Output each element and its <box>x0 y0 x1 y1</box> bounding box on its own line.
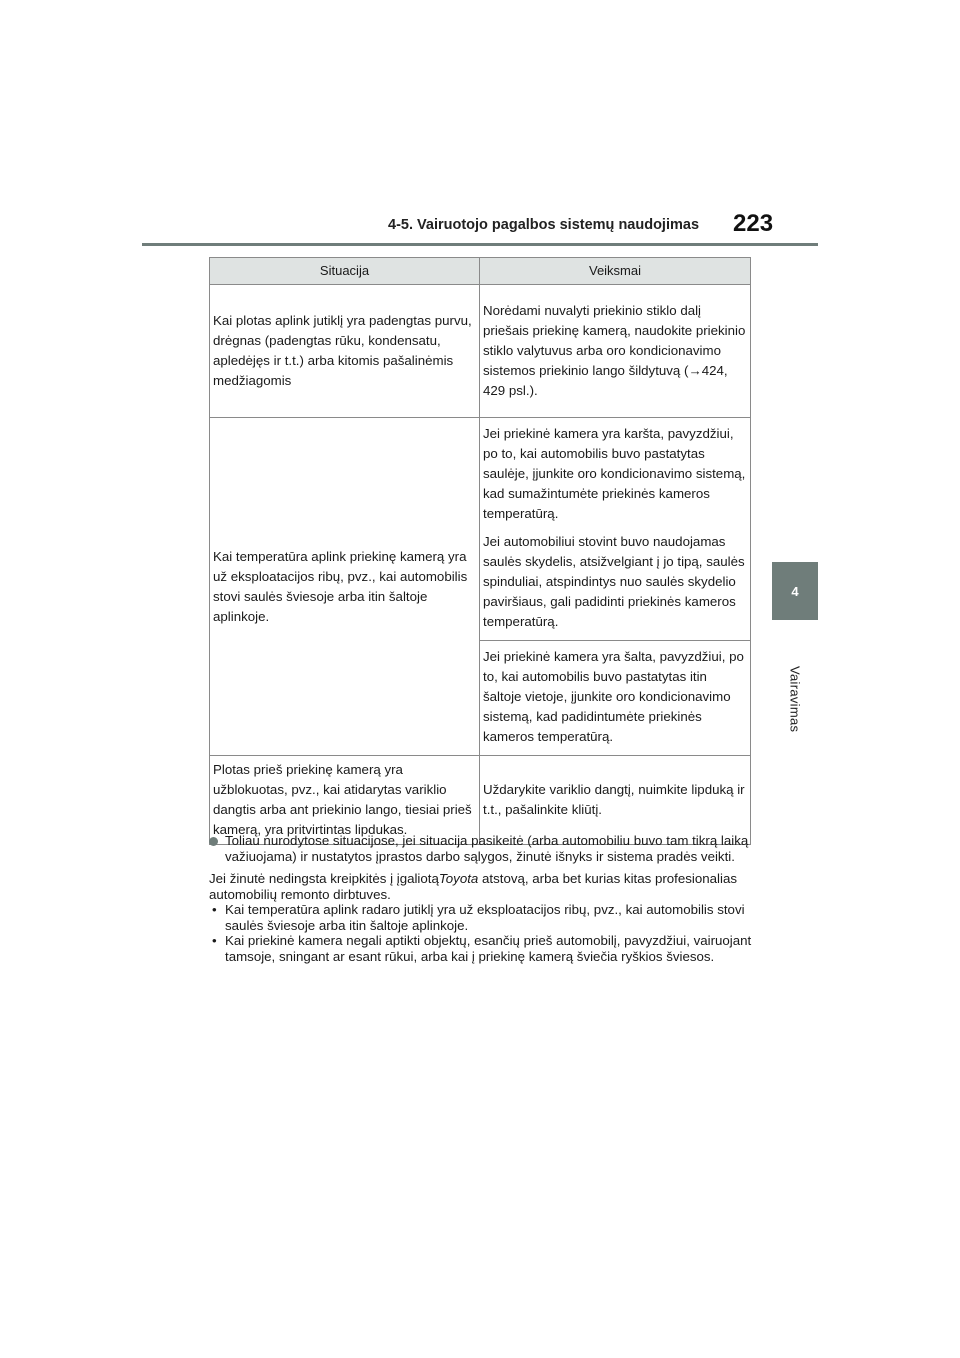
note-paragraph-text-end: atstovą, arba bet kurias kitas profesionalias automobilių remonto dirbtuves. <box>209 871 737 902</box>
brand-name: Toyota <box>438 871 479 886</box>
table-row <box>210 285 751 418</box>
list-bullet: • <box>212 902 217 917</box>
action-text: Uždarykite variklio dangtį, nuimkite lipduką ir t.t., pašalinkite kliūtį. <box>483 782 745 817</box>
list-item <box>209 933 754 964</box>
action-text: Norėdami nuvalyti priekinio stiklo dalį priešais priekinę kamerą, naudokite priekinio stiklo valytuvus arba oro kondicionavimo sistemos priekinio lango šildytuvą (→424, 429 psl.). <box>483 303 746 398</box>
table-row <box>210 418 751 756</box>
note-bullet-text: Toliau nurodytose situacijose, jei situacija pasikeitė (arba automobiliu buvo tam tikrą laiką važiuojama) ir nustatytos įprastos darbo sąlygos, žinutė išnyks ir sistema pradės veikti. <box>225 833 749 864</box>
action-cell <box>480 418 751 756</box>
header-title: 4-5. Vairuotojo pagalbos sistemų naudojimas <box>388 217 700 233</box>
chapter-tab: 4 <box>772 562 818 620</box>
note-paragraph-text: Jei žinutė nedingsta kreipkitės į įgaliotą <box>209 871 439 886</box>
list-item-text: Kai priekinė kamera negali aptikti objektų, esančių prieš automobilį, pavyzdžiui, vairuojant tamsoje, sningant ar esant rūkui, arba kai į priekinę kamerą šviečia ryškios šviesos. <box>225 933 752 964</box>
list-bullet: • <box>212 933 217 948</box>
list-item-text: Kai temperatūra aplink radaro jutiklį yra už eksploatacijos ribų, pvz., kai automobilis stovi saulės šviesoje arba itin šaltoje aplinkoje. <box>225 902 745 933</box>
column-header-situation: Situacija <box>210 258 480 285</box>
page-number: 223 <box>733 210 774 237</box>
action-text: Jei priekinė kamera yra karšta, pavyzdžiui, po to, kai automobilis buvo pastatytas saulėje, įjunkite oro kondicionavimo sistemą, kad sumažintumėte priekinės kameros temperatūrą. <box>483 426 746 521</box>
situation-text: Kai temperatūra aplink priekinę kamerą yra už eksploatacijos ribų, pvz., kai automobilis stovi saulės šviesoje arba itin šaltoje aplinkoje. <box>213 548 468 624</box>
situation-cell <box>210 418 480 756</box>
chapter-label: Vairavimas <box>787 666 803 733</box>
situation-cell <box>210 756 480 845</box>
situation-text: Kai plotas aplink jutiklį yra padengtas purvu, drėgnas (padengtas rūku, kondensatu, apledėjęs ir t.t.) arba kitomis pašalinėmis medžiagomis <box>213 313 472 388</box>
situations-table <box>209 257 751 845</box>
situation-cell <box>210 285 480 418</box>
bullet-dot-icon <box>209 837 218 846</box>
list-item <box>209 902 754 933</box>
header-rule <box>142 243 818 246</box>
table-header-row <box>210 258 751 285</box>
action-text: Jei automobiliui stovint buvo naudojamas saulės skydelis, atsižvelgiant į jo tipą, saulės spinduliai, atspindintys nuo saulės skydelio paviršiaus, gali padidinti priekinės kameros temperatūrą. <box>483 534 745 629</box>
action-cell <box>480 285 751 418</box>
note-bullet <box>209 833 754 864</box>
notes-section <box>209 833 754 964</box>
column-header-actions: Veiksmai <box>480 258 751 285</box>
action-cell <box>480 756 751 845</box>
table-row <box>210 756 751 845</box>
note-paragraph <box>209 871 754 902</box>
action-text: Jei priekinė kamera yra šalta, pavyzdžiui, po to, kai automobilis buvo pastatytas itin šaltoje vietoje, įjunkite oro kondicionavimo sistemą, kad padidintumėte priekinės kameros temperatūrą. <box>483 649 744 744</box>
situation-text: Plotas prieš priekinę kamerą yra užblokuotas, pvz., kai atidarytas variklio dangtis arba ant priekinio lango, tiesiai prieš kamerą, yra pritvirtintas lipdukas. <box>213 762 472 837</box>
